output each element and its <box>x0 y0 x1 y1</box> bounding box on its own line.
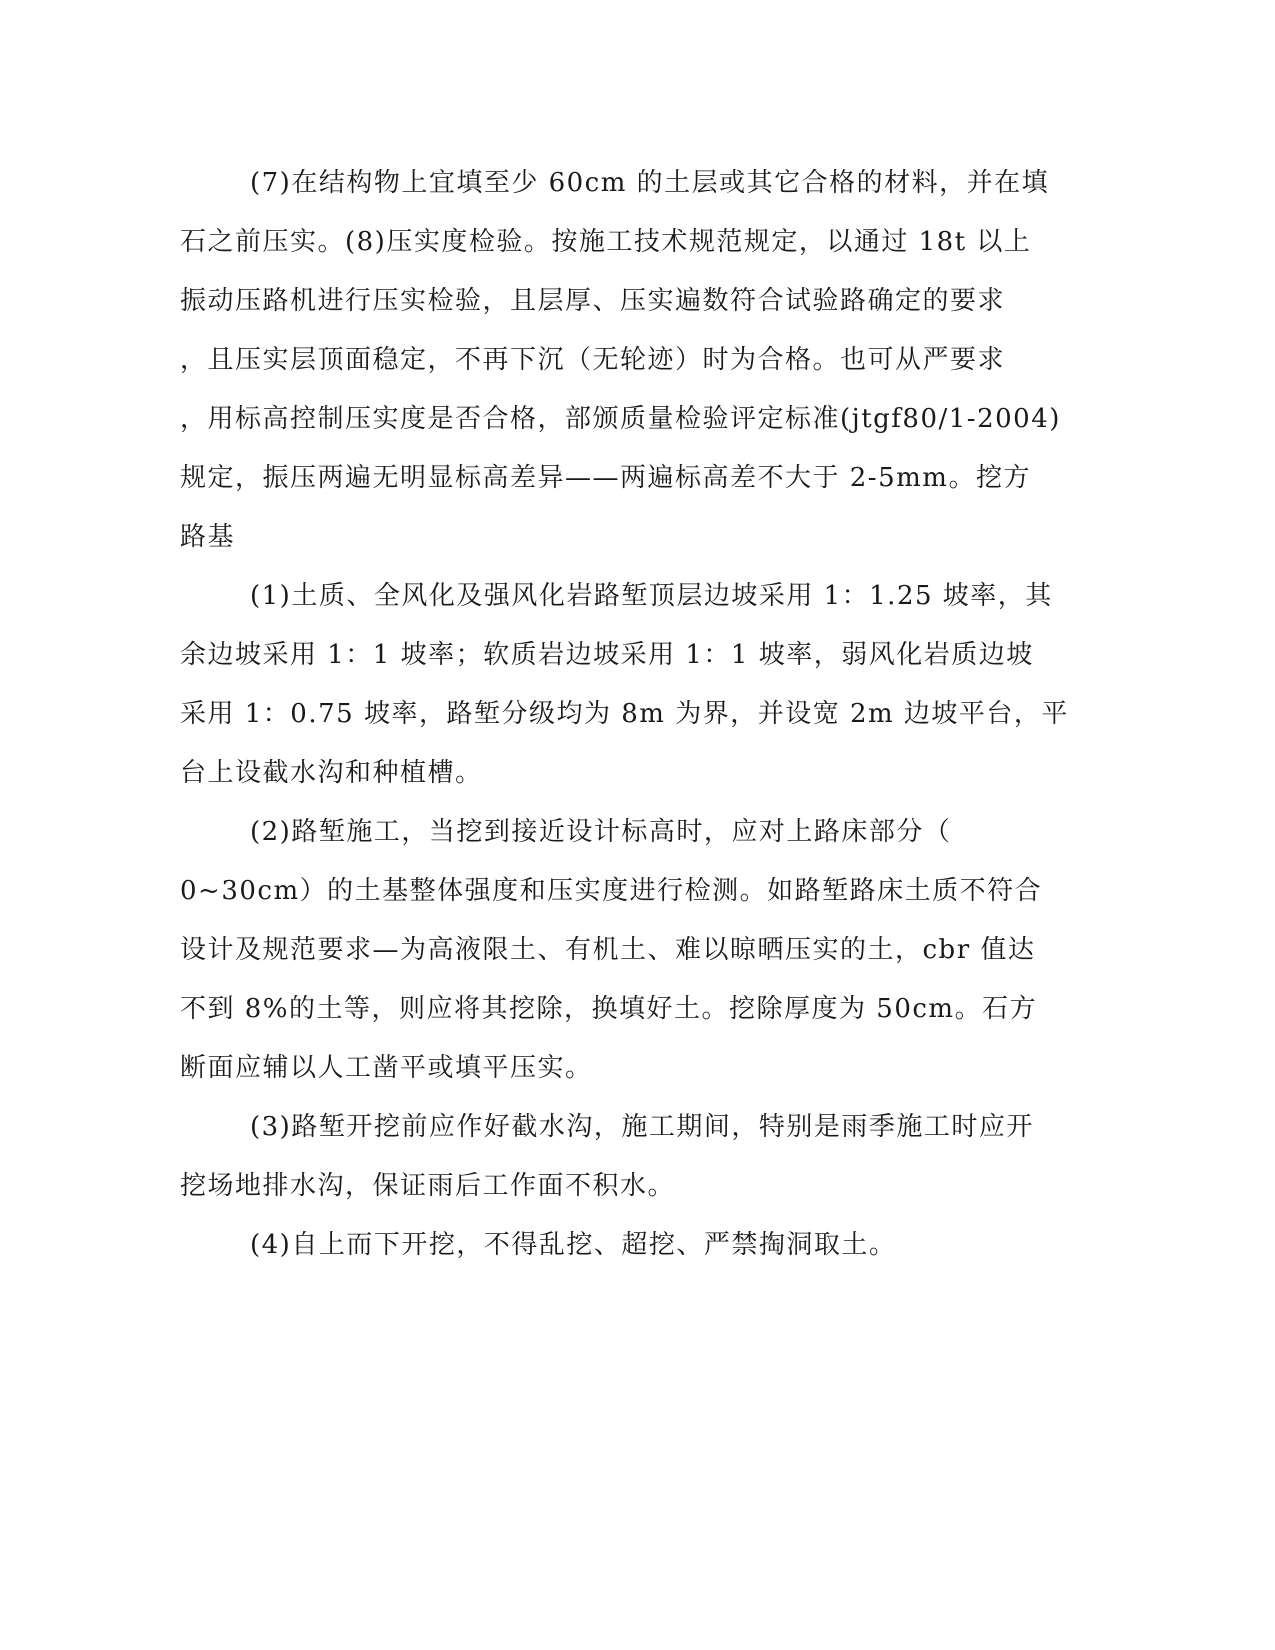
document-body <box>180 154 1069 1275</box>
text-line: 石之前压实。(8)压实度检验。按施工技术规范规定，以通过 18t 以上 <box>180 227 1032 257</box>
text-line: 余边坡采用 1：1 坡率；软质岩边坡采用 1：1 坡率，弱风化岩质边坡 <box>180 640 1034 670</box>
text-line: 台上设截水沟和种植槽。 <box>180 758 483 788</box>
text-line: 规定，振压两遍无明显标高差异——两遍标高差不大于 2-5mm。挖方 <box>180 463 1031 493</box>
paragraph-4 <box>180 1216 1028 1275</box>
text-line: 断面应辅以人工凿平或填平压实。 <box>180 1053 593 1083</box>
text-line: 设计及规范要求—为高液限土、有机土、难以晾晒压实的土，cbr 值达 <box>180 935 1036 965</box>
text-line: 振动压路机进行压实检验，且层厚、压实遍数符合试验路确定的要求 <box>180 286 1006 316</box>
text-line: 不到 8%的土等，则应将其挖除，换填好土。挖除厚度为 50cm。石方 <box>180 994 1038 1024</box>
text-line: (3)路堑开挖前应作好截水沟，施工期间，特别是雨季施工时应开 <box>250 1112 1034 1142</box>
text-line: (4)自上而下开挖，不得乱挖、超挖、严禁掏洞取土。 <box>250 1230 897 1260</box>
text-line: ，且压实层顶面稳定，不再下沉（无轮迹）时为合格。也可从严要求 <box>180 345 1006 375</box>
paragraph-3 <box>180 1098 1034 1216</box>
text-line: 挖场地排水沟，保证雨后工作面不积水。 <box>180 1171 676 1201</box>
text-line: (2)路堑施工，当挖到接近设计标高时，应对上路床部分（ <box>250 817 952 847</box>
text-line: ，用标高控制压实度是否合格，部颁质量检验评定标准(jtgf80/1-2004) <box>180 404 1061 434</box>
text-line: 0~30cm）的土基整体强度和压实度进行检测。如路堑路床土质不符合 <box>180 876 1043 906</box>
text-line: 路基 <box>180 522 236 552</box>
text-line: (1)土质、全风化及强风化岩路堑顶层边坡采用 1：1.25 坡率，其 <box>250 581 1053 611</box>
paragraph-7-8 <box>180 154 1061 567</box>
paragraph-1 <box>180 567 1069 803</box>
paragraph-2 <box>180 803 1043 1098</box>
text-line: 采用 1：0.75 坡率，路堑分级均为 8m 为界，并设宽 2m 边坡平台，平 <box>180 699 1069 729</box>
text-line: (7)在结构物上宜填至少 60cm 的土层或其它合格的材料，并在填 <box>250 168 1050 198</box>
